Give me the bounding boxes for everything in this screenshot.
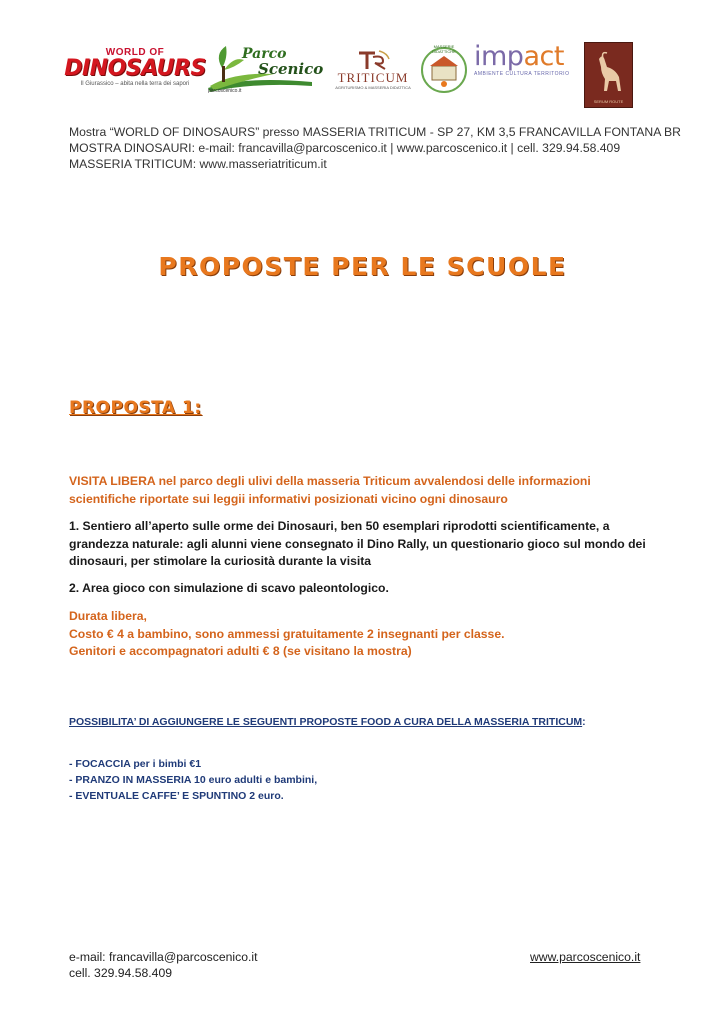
proposta-heading: PROPOSTA 1: (69, 398, 202, 418)
header-line-2: MOSTRA DINOSAURI: e-mail: francavilla@parcoscenico.it | www.parcoscenico.it | cell. 329.94.58.409 (69, 141, 621, 155)
food-heading-colon: : (582, 716, 586, 728)
logo-wod-sub: Il Giurassico – abita nella terra dei sapori (80, 81, 190, 87)
footer-email: e-mail: francavilla@parcoscenico.it (69, 950, 258, 964)
impact-sub: AMBIENTE CULTURA TERRITORIO (474, 71, 570, 77)
triticum-sub: AGRITURISMO & MASSERIA DIDATTICA (335, 85, 411, 90)
header-line-3: MASSERIA TRITICUM: www.masseriatriticum.it (69, 157, 327, 171)
food-item: - PRANZO IN MASSERIA 10 euro adulti e bambini, (69, 774, 318, 786)
item-2-paragraph: 2. Area gioco con simulazione di scavo paleontologico. (69, 581, 389, 595)
masserie-text: MASSERIE DIDATTICHE (432, 44, 456, 54)
triticum-logo (330, 44, 416, 96)
durata-line-1: Durata libera, (69, 609, 147, 623)
item-1-paragraph: 1. Sentiero all’aperto sulle orme dei Dinosauri, ben 50 esemplari riprodotti scientificamente, a grandezza naturale: agli alunni viene consegnato il Dino Rally, un questionario gioco sul mondo dei dinosauri, per stimolare la curiosità durante la visita (69, 519, 646, 568)
parco-word-2: Scenico (258, 60, 324, 78)
logo-wod-top: WORLD OF (105, 47, 165, 58)
durata-block (69, 608, 659, 661)
parco-url: parcoscenico.it (208, 88, 242, 94)
world-of-dinosaurs-logo (64, 46, 206, 90)
durata-line-2: Costo € 4 a bambino, sono ammessi gratuitamente 2 insegnanti per classe. (69, 626, 505, 641)
impact-word (474, 43, 564, 71)
logo-wod-main: DINOSAURS (64, 56, 206, 81)
food-list (69, 756, 659, 804)
impact-logo (474, 40, 570, 80)
parco-word-1: Parco (242, 46, 287, 62)
footer-cell: cell. 329.94.58.409 (69, 966, 172, 980)
footer-website-link[interactable]: www.parcoscenico.it (530, 950, 641, 964)
food-heading-text: POSSIBILITA’ DI AGGIUNGERE LE SEGUENTI PROPOSTE FOOD A CURA DELLA MASSERIA TRITICUM (69, 716, 583, 728)
impact-word-a: imp (474, 41, 524, 72)
masserie-didattiche-logo (420, 44, 468, 96)
visita-paragraph: VISITA LIBERA nel parco degli ulivi della masseria Triticum avvalendosi delle informazioni scientifiche riportate sui leggii informativi posizionati vicino ogni dinosauro (69, 474, 591, 506)
page-title: PROPOSTE PER LE SCUOLE (158, 252, 567, 281)
header-line-1: Mostra “WORLD OF DINOSAURS” presso MASSERIA TRITICUM - SP 27, KM 3,5 FRANCAVILLA FONTANA BR (69, 125, 681, 139)
food-item: - EVENTUALE CAFFE’ E SPUNTINO 2 euro. (69, 790, 284, 802)
gazelle-caption: SERUM ROUTE (593, 99, 624, 104)
triticum-name: TRITICUM (337, 70, 409, 85)
gazelle-icon (589, 51, 629, 99)
durata-line-3: Genitori e accompagnatori adulti € 8 (se visitano la mostra) (69, 644, 412, 658)
impact-word-b: act (523, 41, 564, 72)
food-heading (69, 714, 659, 730)
triticum-monogram-icon (353, 49, 393, 71)
food-item: - FOCACCIA per i bimbi €1 (69, 758, 202, 770)
parcoscenico-logo (204, 42, 324, 94)
gazelle-logo (584, 42, 633, 108)
